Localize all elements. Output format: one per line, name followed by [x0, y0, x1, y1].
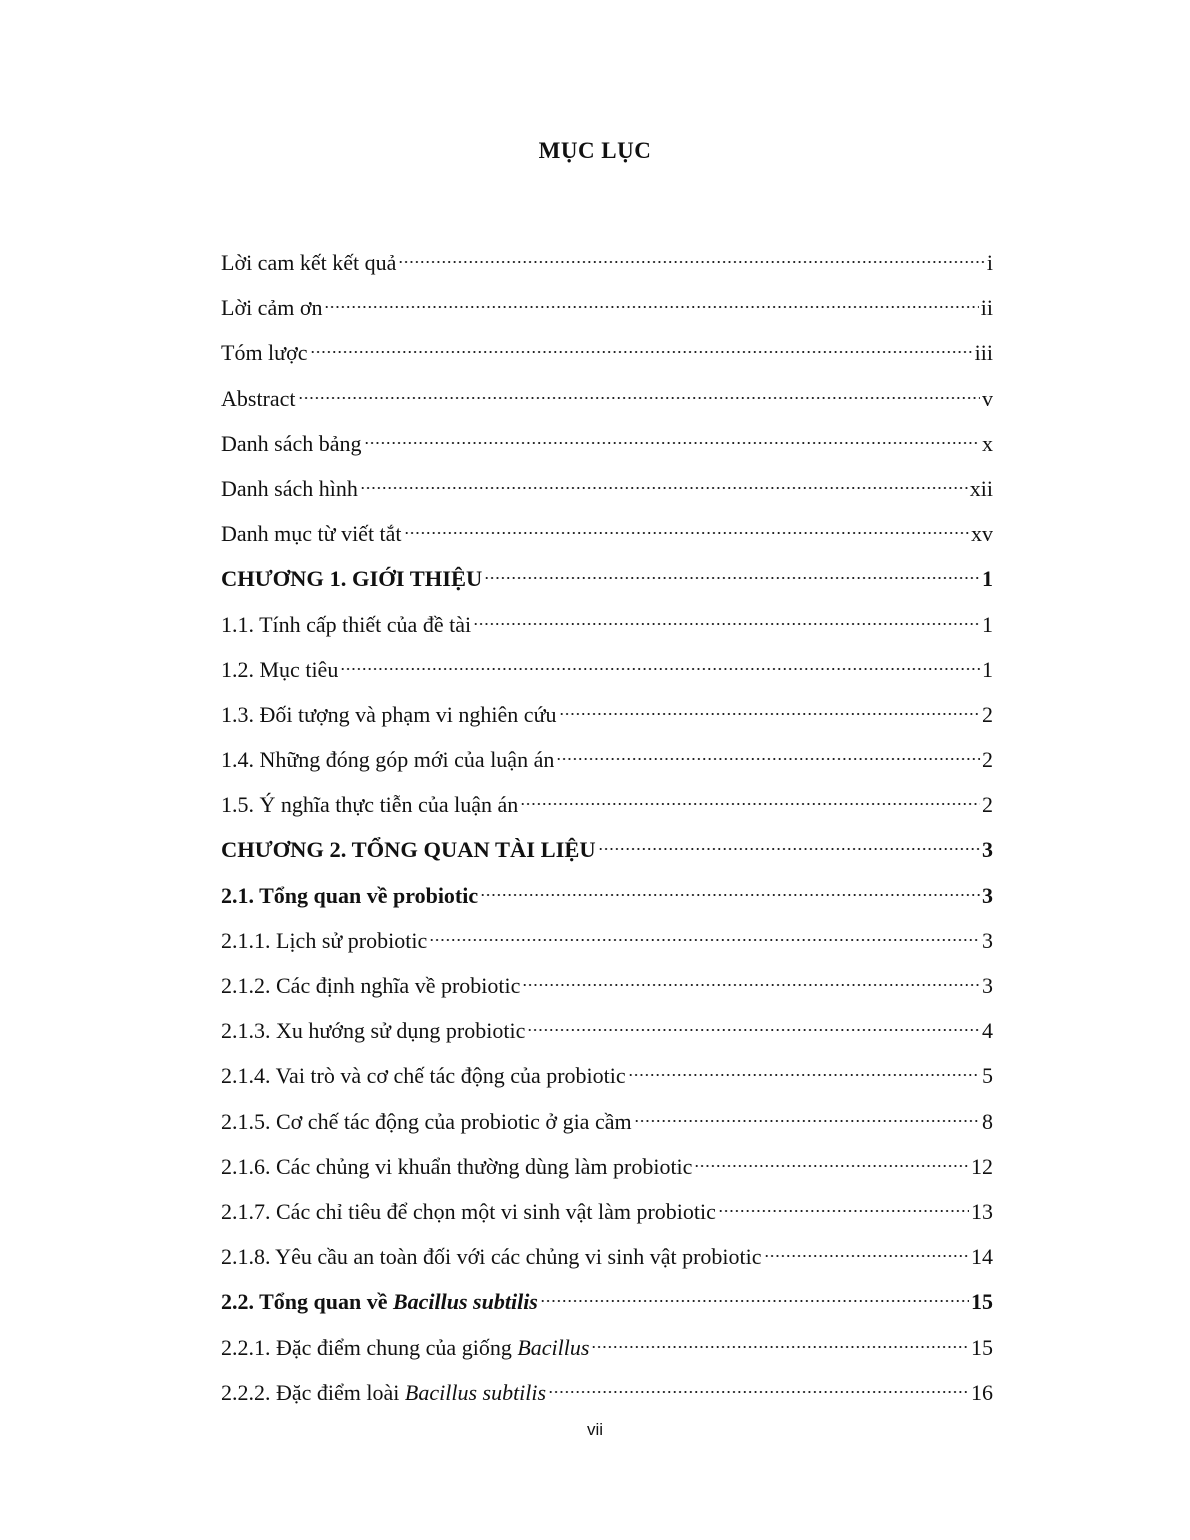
toc-entry[interactable] [221, 330, 993, 375]
toc-entry[interactable] [221, 692, 993, 737]
toc-entry[interactable] [221, 1189, 993, 1234]
toc-entry-label [221, 1099, 632, 1144]
toc-entry-page: i [986, 250, 993, 275]
toc-entry-page: 15 [971, 1289, 993, 1315]
toc-entry-italic-text: Bacillus [517, 1334, 590, 1360]
toc-entry[interactable] [221, 511, 993, 556]
toc-entry-label [221, 240, 396, 285]
toc-entry[interactable] [221, 556, 993, 601]
toc-entry-text: 1.2. Mục tiêu [221, 656, 339, 682]
toc-entry-text: Lời cảm ơn [221, 295, 323, 321]
toc-entry-text: 2.2. Tổng quan về [221, 1289, 393, 1315]
toc-entry-label [221, 692, 557, 737]
toc-entry-text: 2.1.8. Yêu cầu an toàn đối với các chủng vi sinh vật probiotic [221, 1244, 762, 1270]
dot-leader [364, 441, 980, 445]
toc-entry[interactable] [221, 421, 993, 466]
toc-entry-page: 16 [971, 1379, 993, 1405]
dot-leader [484, 576, 980, 580]
dot-leader [480, 893, 980, 897]
toc-entry-label [221, 602, 471, 647]
toc-entry-label [221, 782, 518, 827]
toc-entry-label [221, 827, 596, 872]
toc-entry-page: xii [969, 475, 993, 501]
toc-entry-page: 4 [982, 1018, 993, 1044]
toc-entry-text: Lời cam kết kết quả [221, 250, 397, 275]
dot-leader [598, 847, 980, 851]
dot-leader [360, 486, 968, 490]
toc-entry-label [221, 285, 322, 330]
toc-entry-text: Danh mục từ viết tắt [221, 521, 402, 547]
dot-leader [559, 712, 981, 716]
toc-entry-text: 2.1.6. Các chủng vi khuẩn thường dùng làm probiotic [221, 1153, 693, 1179]
toc-entry-page: v [982, 385, 993, 411]
toc-entry-text: 2.1.4. Vai trò và cơ chế tác động của probiotic [221, 1063, 626, 1089]
toc-entry-label [221, 1008, 525, 1053]
toc-entry-text: 1.5. Ý nghĩa thực tiễn của luận án [221, 792, 519, 818]
toc-entry-page: 3 [982, 882, 993, 908]
dot-leader [473, 622, 980, 626]
toc-entry-text: Danh sách hình [221, 475, 358, 501]
toc-entry-page: 13 [971, 1198, 993, 1224]
toc-entry-label [221, 1370, 546, 1415]
toc-entry-page: ii [980, 295, 993, 321]
toc-entry-text: 1.1. Tính cấp thiết của đề tài [221, 611, 472, 637]
toc-entry-text: CHƯƠNG 1. GIỚI THIỆU [221, 566, 483, 592]
toc-entry-page: x [982, 430, 993, 456]
toc-entry-label [221, 873, 478, 918]
toc-entry[interactable] [221, 1099, 993, 1144]
dot-leader [548, 1390, 969, 1394]
dot-leader [764, 1254, 969, 1258]
toc-entry-label [221, 647, 338, 692]
toc-entry[interactable] [221, 285, 993, 330]
toc-entry-label [221, 737, 554, 782]
dot-leader [628, 1073, 980, 1077]
toc-entry-label [221, 330, 308, 375]
toc-entry-label [221, 556, 482, 601]
dot-leader [718, 1209, 969, 1213]
toc-entry-italic-text: Bacillus subtilis [404, 1379, 547, 1405]
toc-entry-label [221, 1144, 692, 1189]
toc-entry[interactable] [221, 1325, 993, 1370]
toc-entry-label [221, 1053, 626, 1098]
toc-entry-page: 12 [971, 1153, 993, 1179]
toc-entry-label [221, 376, 296, 421]
toc-entry-text: Danh sách bảng [221, 430, 362, 456]
toc-entry-text: 2.1.3. Xu hướng sử dụng probiotic [221, 1018, 526, 1044]
toc-entry-text: 1.3. Đối tượng và phạm vi nghiên cứu [221, 701, 557, 727]
toc-entry[interactable] [221, 1144, 993, 1189]
dot-leader [540, 1299, 969, 1303]
toc-entry-page: 3 [982, 927, 993, 953]
toc-entry-page: 5 [982, 1063, 993, 1089]
page-title: MỤC LỤC [538, 138, 652, 163]
toc-entry-text: Abstract [221, 385, 296, 411]
toc-entry-text: CHƯƠNG 2. TỔNG QUAN TÀI LIỆU [221, 837, 596, 863]
toc-entry-page: 3 [982, 973, 993, 998]
toc-entry-page: 2 [982, 792, 993, 818]
toc-entry-label [221, 1279, 538, 1324]
toc-entry-text: 2.2.1. Đặc điểm chung của giống [221, 1334, 518, 1360]
dot-leader [634, 1119, 980, 1123]
dot-leader [556, 757, 980, 761]
toc-entry-text: 2.2.2. Đặc điểm loài [221, 1379, 405, 1405]
dot-leader [340, 667, 980, 671]
toc-entry[interactable] [221, 737, 993, 782]
toc-entry[interactable] [221, 873, 993, 918]
toc-entry-page: xv [971, 521, 993, 547]
toc-entry-label [221, 511, 402, 556]
dot-leader [398, 260, 985, 264]
toc-entry[interactable] [221, 240, 993, 285]
dot-leader [522, 983, 980, 987]
dot-leader [520, 802, 980, 806]
toc-entry-italic-text: Bacillus subtilis [392, 1289, 538, 1315]
toc-entry[interactable] [221, 1234, 993, 1279]
dot-leader [310, 350, 973, 354]
toc-entry-page: 3 [982, 837, 993, 863]
toc-entry-label [221, 421, 362, 466]
toc-entry-label [221, 918, 427, 963]
toc-entry[interactable] [221, 466, 993, 511]
toc-entry-page: 1 [982, 656, 993, 682]
toc-entry-label [221, 1189, 716, 1234]
toc-entry[interactable] [221, 963, 993, 1008]
toc-entry[interactable] [221, 376, 993, 421]
toc-entry-page: 1 [982, 611, 993, 637]
toc-entry-label [221, 466, 358, 511]
dot-leader [324, 305, 978, 309]
toc-entry-page: 2 [982, 701, 993, 727]
toc-entry-text: 2.1.7. Các chỉ tiêu để chọn một vi sinh vật làm probiotic [221, 1198, 716, 1224]
toc-entry-page: iii [974, 340, 993, 366]
toc-entry-label [221, 1234, 762, 1279]
toc-entry-page: 1 [982, 566, 993, 592]
toc-entry-text: 1.4. Những đóng góp mới của luận án [221, 747, 555, 773]
toc-entry-text: 2.1.5. Cơ chế tác động của probiotic ở gia cầm [221, 1108, 632, 1134]
toc-entry[interactable] [221, 782, 993, 827]
dot-leader [429, 938, 980, 942]
table-of-contents [221, 240, 993, 1415]
dot-leader [591, 1345, 969, 1349]
toc-entry-text: 2.1.2. Các định nghĩa về probiotic [221, 973, 521, 998]
toc-entry-label [221, 1325, 589, 1370]
page-number-footer: vii [586, 1420, 604, 1439]
toc-entry[interactable] [221, 1053, 993, 1098]
dot-leader [298, 396, 980, 400]
dot-leader [527, 1028, 980, 1032]
toc-entry-text: 2.1. Tổng quan về probiotic [221, 882, 479, 908]
toc-entry-page: 2 [982, 747, 993, 773]
toc-entry-label [221, 963, 520, 1008]
toc-entry[interactable] [221, 1008, 993, 1053]
dot-leader [694, 1164, 969, 1168]
toc-entry-text: Tóm lược [221, 340, 308, 366]
toc-entry[interactable] [221, 602, 993, 647]
toc-entry[interactable] [221, 1279, 993, 1324]
toc-entry[interactable] [221, 647, 993, 692]
toc-entry[interactable] [221, 827, 993, 872]
toc-entry[interactable] [221, 1370, 993, 1415]
toc-entry-page: 14 [971, 1244, 993, 1270]
toc-entry[interactable] [221, 918, 993, 963]
dot-leader [404, 531, 969, 535]
toc-entry-text: 2.1.1. Lịch sử probiotic [221, 927, 428, 953]
toc-entry-page: 15 [971, 1334, 993, 1360]
toc-entry-page: 8 [982, 1108, 993, 1134]
